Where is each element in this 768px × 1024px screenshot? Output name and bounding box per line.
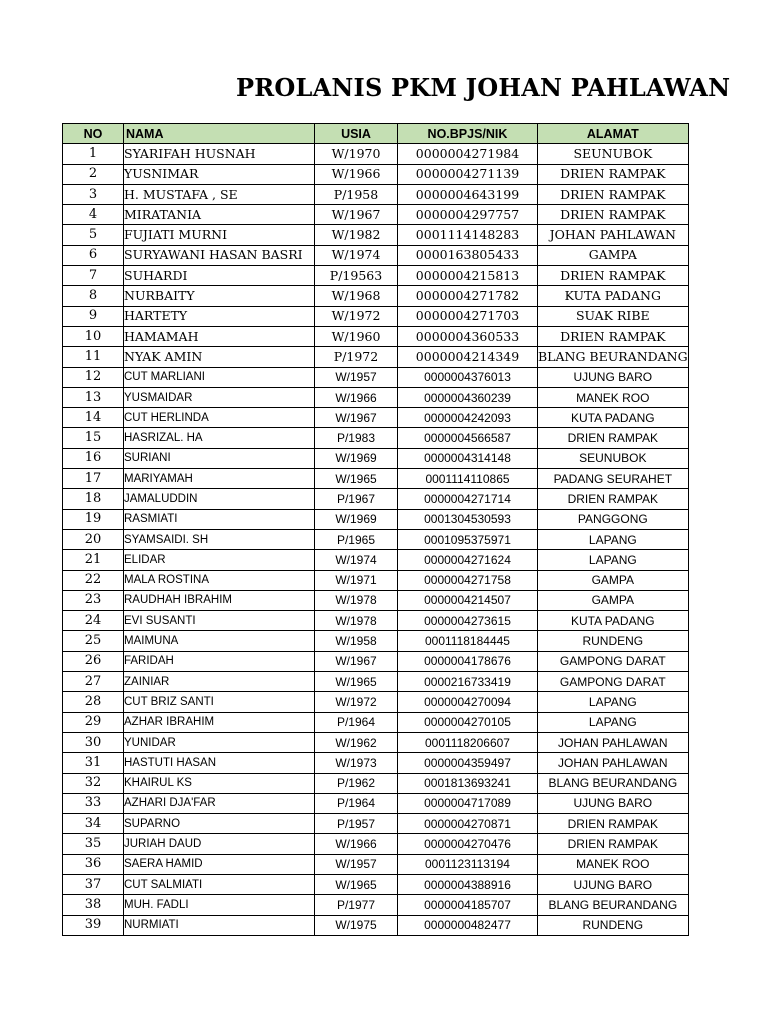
row-name[interactable]: NYAK AMIN — [124, 347, 315, 367]
row-address[interactable]: MANEK ROO — [538, 387, 689, 407]
row-name[interactable]: ELIDAR — [124, 550, 315, 570]
table-row — [63, 184, 689, 204]
row-name[interactable]: SYAMSAIDI. SH — [124, 529, 315, 549]
row-number[interactable]: 2 — [63, 164, 124, 184]
row-bpjs-nik[interactable]: 0000004273615 — [398, 611, 538, 631]
row-age[interactable]: W/1972 — [315, 306, 398, 326]
row-address[interactable]: GAMPONG DARAT — [538, 672, 689, 692]
row-name[interactable]: HAMAMAH — [124, 326, 315, 346]
row-bpjs-nik[interactable]: 0000004388916 — [398, 874, 538, 894]
row-address[interactable]: LAPANG — [538, 712, 689, 732]
row-age[interactable]: P/1983 — [315, 428, 398, 448]
row-age[interactable]: W/1966 — [315, 834, 398, 854]
row-address[interactable]: SEUNUBOK — [538, 448, 689, 468]
row-number[interactable]: 33 — [63, 793, 124, 813]
row-address[interactable]: RUNDENG — [538, 915, 689, 935]
table-row — [63, 164, 689, 184]
row-bpjs-nik[interactable]: 0001123113194 — [398, 854, 538, 874]
row-address[interactable]: DRIEN RAMPAK — [538, 326, 689, 346]
column-header-no[interactable]: NO — [63, 124, 124, 144]
table-row — [63, 367, 689, 387]
row-name[interactable]: FUJIATI MURNI — [124, 225, 315, 245]
row-name[interactable]: MIRATANIA — [124, 205, 315, 225]
table-row — [63, 326, 689, 346]
row-address[interactable]: GAMPA — [538, 590, 689, 610]
table-row — [63, 915, 689, 935]
row-number[interactable]: 22 — [63, 570, 124, 590]
row-age[interactable]: W/1978 — [315, 590, 398, 610]
row-bpjs-nik[interactable]: 0000004643199 — [398, 184, 538, 204]
row-name[interactable]: AZHARI DJA'FAR — [124, 793, 315, 813]
row-age[interactable]: W/1968 — [315, 286, 398, 306]
row-name[interactable]: NURBAITY — [124, 286, 315, 306]
row-bpjs-nik[interactable]: 0000000482477 — [398, 915, 538, 935]
row-age[interactable]: P/1977 — [315, 895, 398, 915]
row-name[interactable]: MUH. FADLI — [124, 895, 315, 915]
row-bpjs-nik[interactable]: 0000004271714 — [398, 489, 538, 509]
row-address[interactable]: DRIEN RAMPAK — [538, 266, 689, 286]
row-bpjs-nik[interactable]: 0000004178676 — [398, 651, 538, 671]
row-age[interactable]: P/1964 — [315, 712, 398, 732]
row-number[interactable]: 24 — [63, 611, 124, 631]
row-bpjs-nik[interactable]: 0001114148283 — [398, 225, 538, 245]
table-row — [63, 570, 689, 590]
table-row — [63, 732, 689, 752]
row-bpjs-nik[interactable]: 0000004215813 — [398, 266, 538, 286]
row-address[interactable]: DRIEN RAMPAK — [538, 814, 689, 834]
row-age[interactable]: P/1964 — [315, 793, 398, 813]
table-row — [63, 550, 689, 570]
row-name[interactable]: SUPARNO — [124, 814, 315, 834]
table-row — [63, 753, 689, 773]
column-header-nama[interactable]: NAMA — [124, 124, 315, 144]
row-number[interactable]: 3 — [63, 184, 124, 204]
column-header-usia[interactable]: USIA — [315, 124, 398, 144]
row-name[interactable]: CUT HERLINDA — [124, 408, 315, 428]
table-row — [63, 874, 689, 894]
row-number[interactable]: 15 — [63, 428, 124, 448]
table-row — [63, 773, 689, 793]
table-row — [63, 631, 689, 651]
row-number[interactable]: 36 — [63, 854, 124, 874]
row-number[interactable]: 10 — [63, 326, 124, 346]
row-bpjs-nik[interactable]: 0000004566587 — [398, 428, 538, 448]
row-name[interactable]: SAERA HAMID — [124, 854, 315, 874]
row-name[interactable]: HARTETY — [124, 306, 315, 326]
table-row — [63, 469, 689, 489]
row-number[interactable]: 14 — [63, 408, 124, 428]
row-bpjs-nik[interactable]: 0000004271782 — [398, 286, 538, 306]
table-row — [63, 225, 689, 245]
row-age[interactable]: P/19563 — [315, 266, 398, 286]
row-age[interactable]: W/1965 — [315, 874, 398, 894]
table-row — [63, 509, 689, 529]
table-row — [63, 712, 689, 732]
row-bpjs-nik[interactable]: 0000004314148 — [398, 448, 538, 468]
row-bpjs-nik[interactable]: 0000004360533 — [398, 326, 538, 346]
column-header-alamat[interactable]: ALAMAT — [538, 124, 689, 144]
row-number[interactable]: 29 — [63, 712, 124, 732]
row-number[interactable]: 5 — [63, 225, 124, 245]
row-number[interactable]: 27 — [63, 672, 124, 692]
row-name[interactable]: H. MUSTAFA , SE — [124, 184, 315, 204]
row-age[interactable]: W/1967 — [315, 205, 398, 225]
row-age[interactable]: W/1958 — [315, 631, 398, 651]
table-row — [63, 529, 689, 549]
row-address[interactable]: DRIEN RAMPAK — [538, 184, 689, 204]
row-bpjs-nik[interactable]: 0000004376013 — [398, 367, 538, 387]
table-row — [63, 448, 689, 468]
row-number[interactable]: 39 — [63, 915, 124, 935]
row-bpjs-nik[interactable]: 0001304530593 — [398, 509, 538, 529]
row-number[interactable]: 21 — [63, 550, 124, 570]
row-bpjs-nik[interactable]: 0000004214507 — [398, 590, 538, 610]
row-bpjs-nik[interactable]: 0000004271139 — [398, 164, 538, 184]
row-address[interactable]: DRIEN RAMPAK — [538, 834, 689, 854]
row-age[interactable]: P/1957 — [315, 814, 398, 834]
row-address[interactable]: KUTA PADANG — [538, 286, 689, 306]
row-number[interactable]: 17 — [63, 469, 124, 489]
table-row — [63, 489, 689, 509]
row-address[interactable]: LAPANG — [538, 692, 689, 712]
row-number[interactable]: 7 — [63, 266, 124, 286]
row-name[interactable]: KHAIRUL KS — [124, 773, 315, 793]
row-number[interactable]: 13 — [63, 387, 124, 407]
header-row — [63, 124, 689, 144]
table-row — [63, 205, 689, 225]
table-row — [63, 793, 689, 813]
row-name[interactable]: CUT MARLIANI — [124, 367, 315, 387]
row-bpjs-nik[interactable]: 0000004271703 — [398, 306, 538, 326]
row-age[interactable]: W/1971 — [315, 570, 398, 590]
table-row — [63, 266, 689, 286]
row-bpjs-nik[interactable]: 0000004271624 — [398, 550, 538, 570]
row-bpjs-nik[interactable]: 0000216733419 — [398, 672, 538, 692]
row-name[interactable]: EVI SUSANTI — [124, 611, 315, 631]
row-address[interactable]: JOHAN PAHLAWAN — [538, 753, 689, 773]
row-age[interactable]: W/1965 — [315, 672, 398, 692]
row-age[interactable]: P/1965 — [315, 529, 398, 549]
row-address[interactable]: GAMPA — [538, 570, 689, 590]
row-bpjs-nik[interactable]: 0000004270094 — [398, 692, 538, 712]
row-age[interactable]: W/1974 — [315, 245, 398, 265]
row-age[interactable]: W/1966 — [315, 164, 398, 184]
row-age[interactable]: W/1969 — [315, 448, 398, 468]
row-number[interactable]: 30 — [63, 732, 124, 752]
row-bpjs-nik[interactable]: 0000004360239 — [398, 387, 538, 407]
row-address[interactable]: BLANG BEURANDANG — [538, 773, 689, 793]
row-name[interactable]: SUHARDI — [124, 266, 315, 286]
row-address[interactable]: BLANG BEURANDANG — [538, 895, 689, 915]
row-name[interactable]: ZAINIAR — [124, 672, 315, 692]
column-header-nik[interactable]: NO.BPJS/NIK — [398, 124, 538, 144]
row-bpjs-nik[interactable]: 0000004242093 — [398, 408, 538, 428]
row-number[interactable]: 4 — [63, 205, 124, 225]
table-row — [63, 814, 689, 834]
row-number[interactable]: 34 — [63, 814, 124, 834]
table-row — [63, 347, 689, 367]
row-name[interactable]: YUSMAIDAR — [124, 387, 315, 407]
row-name[interactable]: RAUDHAH IBRAHIM — [124, 590, 315, 610]
row-age[interactable]: W/1982 — [315, 225, 398, 245]
row-age[interactable]: W/1975 — [315, 915, 398, 935]
row-bpjs-nik[interactable]: 0001118206607 — [398, 732, 538, 752]
row-number[interactable]: 19 — [63, 509, 124, 529]
table-body — [63, 144, 689, 936]
row-age[interactable]: W/1967 — [315, 408, 398, 428]
row-number[interactable]: 38 — [63, 895, 124, 915]
row-number[interactable]: 28 — [63, 692, 124, 712]
row-number[interactable]: 26 — [63, 651, 124, 671]
row-bpjs-nik[interactable]: 0000004214349 — [398, 347, 538, 367]
table-row — [63, 692, 689, 712]
row-name[interactable]: CUT SALMIATI — [124, 874, 315, 894]
row-bpjs-nik[interactable]: 0001114110865 — [398, 469, 538, 489]
row-number[interactable]: 12 — [63, 367, 124, 387]
table-row — [63, 834, 689, 854]
table-row — [63, 611, 689, 631]
row-number[interactable]: 25 — [63, 631, 124, 651]
row-address[interactable]: UJUNG BARO — [538, 367, 689, 387]
table-row — [63, 144, 689, 164]
table-row — [63, 672, 689, 692]
row-address[interactable]: GAMPA — [538, 245, 689, 265]
row-name[interactable]: HASTUTI HASAN — [124, 753, 315, 773]
row-age[interactable]: W/1978 — [315, 611, 398, 631]
row-name[interactable]: SYARIFAH HUSNAH — [124, 144, 315, 164]
row-age[interactable]: W/1974 — [315, 550, 398, 570]
row-age[interactable]: W/1969 — [315, 509, 398, 529]
table-row — [63, 408, 689, 428]
row-name[interactable]: RASMIATI — [124, 509, 315, 529]
row-number[interactable]: 8 — [63, 286, 124, 306]
row-name[interactable]: SURIANI — [124, 448, 315, 468]
row-age[interactable]: W/1973 — [315, 753, 398, 773]
row-name[interactable]: NURMIATI — [124, 915, 315, 935]
table-row — [63, 895, 689, 915]
row-bpjs-nik[interactable]: 0000004270871 — [398, 814, 538, 834]
row-number[interactable]: 16 — [63, 448, 124, 468]
row-name[interactable]: HASRIZAL. HA — [124, 428, 315, 448]
row-age[interactable]: W/1957 — [315, 367, 398, 387]
table-row — [63, 590, 689, 610]
row-bpjs-nik[interactable]: 0000004359497 — [398, 753, 538, 773]
row-number[interactable]: 32 — [63, 773, 124, 793]
patient-table — [62, 123, 689, 936]
row-bpjs-nik[interactable]: 0000004271758 — [398, 570, 538, 590]
row-address[interactable]: SEUNUBOK — [538, 144, 689, 164]
row-address[interactable]: KUTA PADANG — [538, 408, 689, 428]
row-address[interactable]: MANEK ROO — [538, 854, 689, 874]
row-address[interactable]: DRIEN RAMPAK — [538, 164, 689, 184]
row-address[interactable]: UJUNG BARO — [538, 793, 689, 813]
table-row — [63, 854, 689, 874]
row-age[interactable]: P/1967 — [315, 489, 398, 509]
row-name[interactable]: CUT BRIZ SANTI — [124, 692, 315, 712]
row-name[interactable]: JAMALUDDIN — [124, 489, 315, 509]
row-name[interactable]: MARIYAMAH — [124, 469, 315, 489]
row-number[interactable]: 11 — [63, 347, 124, 367]
row-address[interactable]: PADANG SEURAHET — [538, 469, 689, 489]
table-row — [63, 286, 689, 306]
row-address[interactable]: DRIEN RAMPAK — [538, 205, 689, 225]
table-row — [63, 651, 689, 671]
row-number[interactable]: 6 — [63, 245, 124, 265]
row-bpjs-nik[interactable]: 0001813693241 — [398, 773, 538, 793]
row-name[interactable]: SURYAWANI HASAN BASRI — [124, 245, 315, 265]
table-row — [63, 428, 689, 448]
row-address[interactable]: DRIEN RAMPAK — [538, 489, 689, 509]
row-number[interactable]: 9 — [63, 306, 124, 326]
row-bpjs-nik[interactable]: 0000004271984 — [398, 144, 538, 164]
row-address[interactable]: JOHAN PAHLAWAN — [538, 225, 689, 245]
row-number[interactable]: 23 — [63, 590, 124, 610]
table-row — [63, 245, 689, 265]
row-address[interactable]: BLANG BEURANDANG — [538, 347, 689, 367]
row-number[interactable]: 1 — [63, 144, 124, 164]
row-bpjs-nik[interactable]: 0000004270476 — [398, 834, 538, 854]
row-age[interactable]: P/1972 — [315, 347, 398, 367]
row-address[interactable]: DRIEN RAMPAK — [538, 428, 689, 448]
row-bpjs-nik[interactable]: 0000004717089 — [398, 793, 538, 813]
row-name[interactable]: JURIAH DAUD — [124, 834, 315, 854]
row-age[interactable]: W/1967 — [315, 651, 398, 671]
row-age[interactable]: W/1970 — [315, 144, 398, 164]
row-name[interactable]: YUSNIMAR — [124, 164, 315, 184]
row-name[interactable]: AZHAR IBRAHIM — [124, 712, 315, 732]
row-age[interactable]: W/1966 — [315, 387, 398, 407]
row-address[interactable]: RUNDENG — [538, 631, 689, 651]
row-age[interactable]: W/1957 — [315, 854, 398, 874]
row-address[interactable]: JOHAN PAHLAWAN — [538, 732, 689, 752]
table-row — [63, 387, 689, 407]
row-name[interactable]: YUNIDAR — [124, 732, 315, 752]
row-number[interactable]: 37 — [63, 874, 124, 894]
row-number[interactable]: 31 — [63, 753, 124, 773]
row-bpjs-nik[interactable]: 0000004270105 — [398, 712, 538, 732]
page-title: PROLANIS PKM JOHAN PAHLAWAN — [236, 73, 731, 102]
row-bpjs-nik[interactable]: 0000004185707 — [398, 895, 538, 915]
row-address[interactable]: SUAK RIBE — [538, 306, 689, 326]
row-number[interactable]: 18 — [63, 489, 124, 509]
row-bpjs-nik[interactable]: 0000004297757 — [398, 205, 538, 225]
row-age[interactable]: W/1972 — [315, 692, 398, 712]
row-address[interactable]: KUTA PADANG — [538, 611, 689, 631]
row-address[interactable]: LAPANG — [538, 529, 689, 549]
table-row — [63, 306, 689, 326]
row-bpjs-nik[interactable]: 0000163805433 — [398, 245, 538, 265]
row-name[interactable]: MALA ROSTINA — [124, 570, 315, 590]
row-bpjs-nik[interactable]: 0001118184445 — [398, 631, 538, 651]
row-number[interactable]: 20 — [63, 529, 124, 549]
row-age[interactable]: P/1958 — [315, 184, 398, 204]
row-name[interactable]: MAIMUNA — [124, 631, 315, 651]
row-address[interactable]: PANGGONG — [538, 509, 689, 529]
row-age[interactable]: W/1962 — [315, 732, 398, 752]
row-bpjs-nik[interactable]: 0001095375971 — [398, 529, 538, 549]
row-address[interactable]: UJUNG BARO — [538, 874, 689, 894]
row-name[interactable]: FARIDAH — [124, 651, 315, 671]
row-address[interactable]: LAPANG — [538, 550, 689, 570]
row-age[interactable]: W/1965 — [315, 469, 398, 489]
row-number[interactable]: 35 — [63, 834, 124, 854]
row-age[interactable]: P/1962 — [315, 773, 398, 793]
row-address[interactable]: GAMPONG DARAT — [538, 651, 689, 671]
row-age[interactable]: W/1960 — [315, 326, 398, 346]
